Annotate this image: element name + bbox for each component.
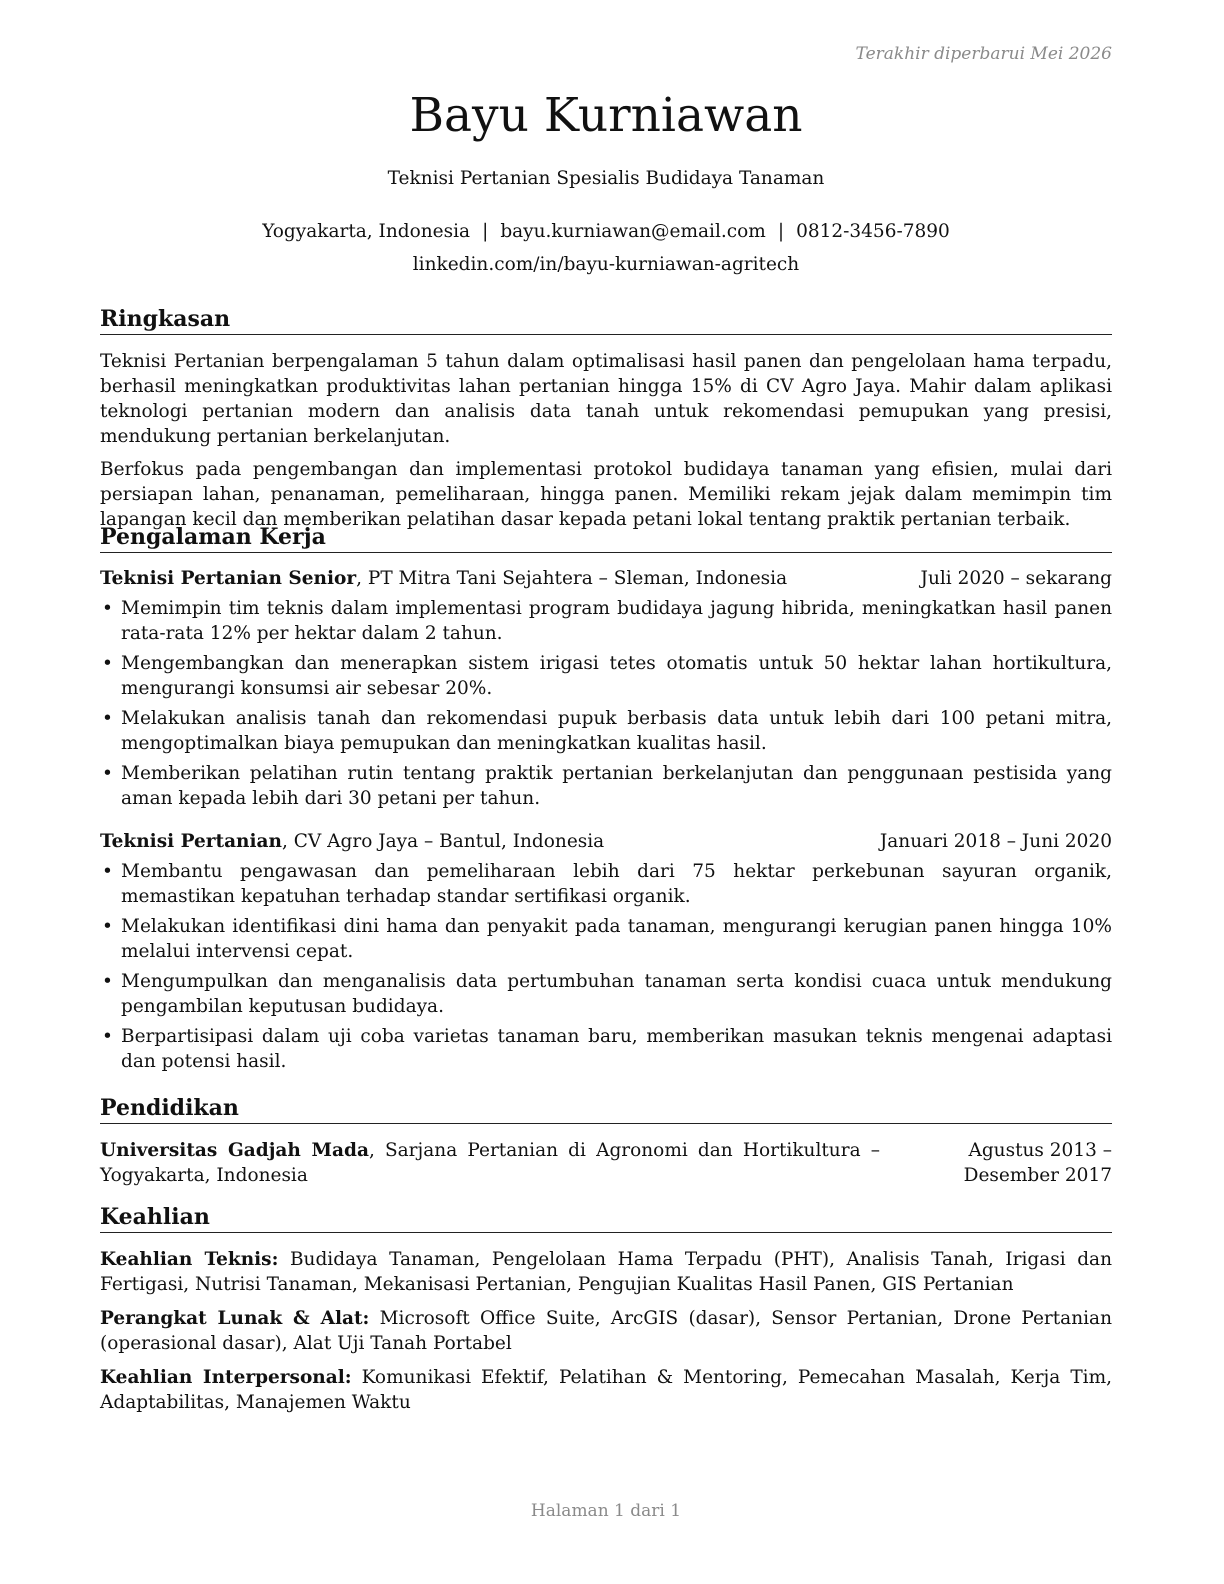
section-title-summary: Ringkasan [100, 306, 1112, 335]
skill-item [100, 1306, 1112, 1356]
last-updated: Terakhir diperbarui Mei 2026 [855, 44, 1112, 64]
job-entry [100, 566, 1112, 811]
job-header [100, 829, 1112, 854]
skill-item [100, 1247, 1112, 1297]
education-section [100, 1095, 1112, 1188]
section-title-skills: Keahlian [100, 1204, 1112, 1233]
job-entry [100, 829, 1112, 1074]
skill-item [100, 1365, 1112, 1415]
job-bullets [100, 596, 1112, 811]
job-role: Teknisi Pertanian Senior [100, 568, 357, 589]
education-school: Universitas Gadjah Mada [100, 1140, 369, 1161]
job-bullet: • Melakukan identifikasi dini hama dan penyakit pada tanaman, mengurangi kerugian panen hingga 10% melalui intervensi cepat. [100, 914, 1112, 964]
skill-text: Budidaya Tanaman, Pengelolaan Hama Terpadu (PHT), Analisis Tanah, Irigasi dan Fertigasi, Nutrisi Tanaman, Mekanisasi Pertanian, Pengujian Kualitas Hasil Panen, GIS Pertanian [100, 1249, 1112, 1295]
skill-label: Perangkat Lunak & Alat: [100, 1308, 370, 1329]
job-company: , CV Agro Jaya – Bantul, Indonesia [281, 831, 605, 852]
education-degree: , Sarjana Pertanian di Agronomi dan Hortikultura – Yogyakarta, Indonesia [100, 1140, 880, 1186]
skill-label: Keahlian Interpersonal: [100, 1367, 352, 1388]
summary-paragraph: Berfokus pada pengembangan dan implementasi protokol budidaya tanaman yang efisien, mulai dari persiapan lahan, penanaman, pemeliharaan, hingga panen. Memiliki rekam jejak dalam memimpin tim lapangan kecil dan memberikan pelatihan dasar kepada petani lokal tentang praktik pertanian terbaik. [100, 459, 1112, 530]
job-bullet: • Berpartisipasi dalam uji coba varietas tanaman baru, memberikan masukan teknis mengenai adaptasi dan potensi hasil. [100, 1024, 1112, 1074]
skill-text: Komunikasi Efektif, Pelatihan & Mentoring, Pemecahan Masalah, Kerja Tim, Adaptabilitas, Manajemen Waktu [100, 1367, 1113, 1413]
job-bullet: • Melakukan analisis tanah dan rekomendasi pupuk berbasis data untuk lebih dari 100 petani mitra, mengoptimalkan biaya pemupukan dan meningkatkan kualitas hasil. [100, 706, 1112, 756]
skills-section [100, 1204, 1112, 1415]
contact-line [100, 219, 1112, 245]
job-bullet: • Mengumpulkan dan menganalisis data pertumbuhan tanaman serta kondisi cuaca untuk mendukung pengambilan keputusan budidaya. [100, 969, 1112, 1019]
page-number: Halaman 1 dari 1 [530, 1501, 682, 1521]
linkedin-link[interactable]: linkedin.com/in/bayu-kurniawan-agritech [412, 254, 800, 275]
section-title-education: Pendidikan [100, 1095, 1112, 1124]
education-entry [100, 1138, 1112, 1188]
candidate-title: Teknisi Pertanian Spesialis Budidaya Tanaman [387, 168, 825, 189]
job-bullet: • Memberikan pelatihan rutin tentang praktik pertanian berkelanjutan dan penggunaan pestisida yang aman kepada lebih dari 30 petani per tahun. [100, 761, 1112, 811]
job-company: , PT Mitra Tani Sejahtera – Sleman, Indonesia [356, 568, 788, 589]
contact-separator: | [482, 221, 489, 242]
resume-page [100, 0, 1112, 1584]
job-role: Teknisi Pertanian [100, 831, 282, 852]
contact-separator: | [777, 221, 785, 242]
section-title-experience: Pengalaman Kerja [100, 524, 1112, 553]
job-dates: Januari 2018 – Juni 2020 [879, 831, 1112, 852]
summary-paragraph: Teknisi Pertanian berpengalaman 5 tahun dalam optimalisasi hasil panen dan pengelolaan hama terpadu, berhasil meningkatkan produktivitas lahan pertanian hingga 15% di CV Agro Jaya. Mahir dalam aplikasi teknologi pertanian modern dan analisis data tanah untuk rekomendasi pemupukan yang presisi, mendukung pertanian berkelanjutan. [100, 351, 1112, 447]
job-header [100, 566, 1112, 591]
skill-label: Keahlian Teknis: [100, 1249, 279, 1270]
job-bullet: • Memimpin tim teknis dalam implementasi program budidaya jagung hibrida, meningkatkan hasil panen rata-rata 12% per hektar dalam 2 tahun. [100, 596, 1112, 646]
summary-section [100, 306, 1112, 532]
job-dates: Juli 2020 – sekarang [920, 568, 1112, 589]
education-dates: Agustus 2013 – Desember 2017 [963, 1140, 1112, 1186]
phone-text: 0812-3456-7890 [796, 221, 950, 242]
job-bullet: • Membantu pengawasan dan pemeliharaan lebih dari 75 hektar perkebunan sayuran organik, memastikan kepatuhan terhadap standar sertifikasi organik. [100, 859, 1112, 909]
experience-section [100, 524, 1112, 1074]
email-link[interactable]: bayu.kurniawan@email.com [500, 221, 766, 242]
location-text: Yogyakarta, Indonesia [262, 221, 471, 242]
skill-text: Microsoft Office Suite, ArcGIS (dasar), Sensor Pertanian, Drone Pertanian (operasional dasar), Alat Uji Tanah Portabel [100, 1308, 1112, 1354]
job-bullet: • Mengembangkan dan menerapkan sistem irigasi tetes otomatis untuk 50 hektar lahan hortikultura, mengurangi konsumsi air sebesar 20%. [100, 651, 1112, 701]
job-bullets [100, 859, 1112, 1074]
candidate-name: Bayu Kurniawan [409, 88, 803, 143]
